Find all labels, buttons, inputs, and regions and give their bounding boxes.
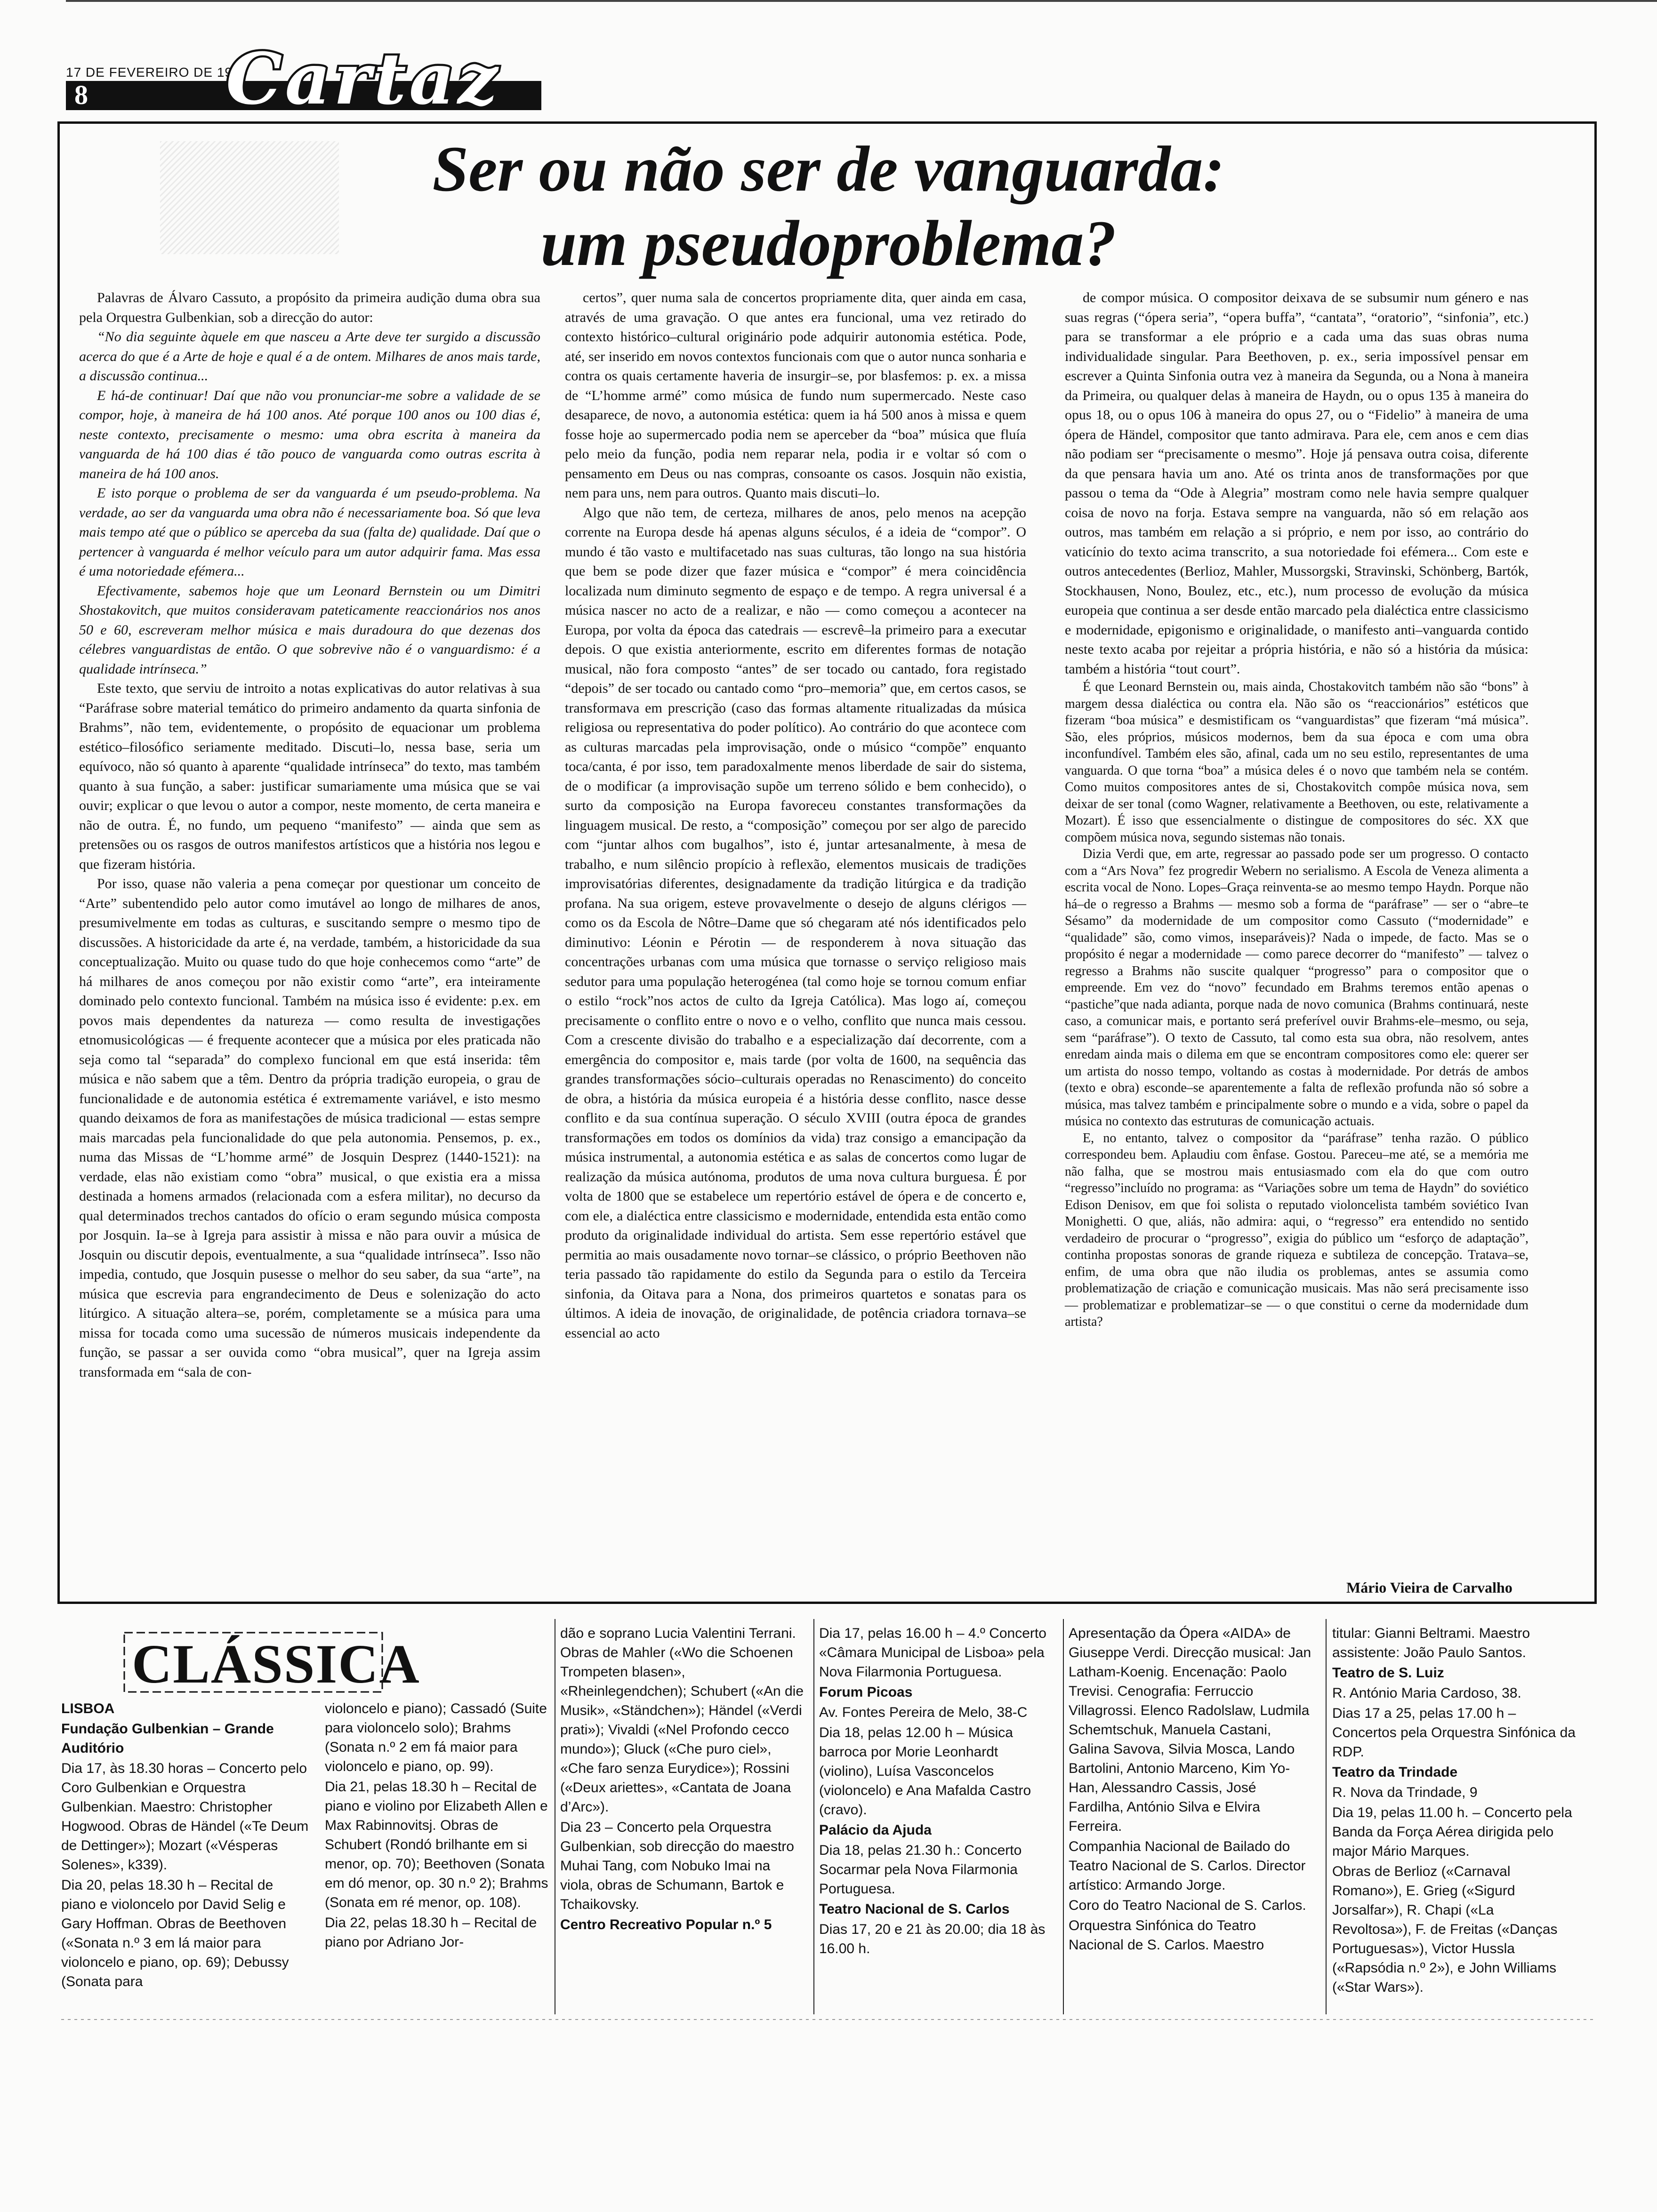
article-paragraph: Efectivamente, sabemos hoje que um Leonard Bernstein ou um Dimitri Shostakovitch, que muitos consideravam pateticamente reaccionários nos anos 50 e 60, escreveram melhor música e mais duradoura do que dezenas dos célebres vanguardistas de então. O que sobrevive não é o vanguardismo: é a qualidade intrínseca.” xyxy=(79,583,540,677)
listing-divider xyxy=(1326,1619,1327,2014)
listing-entry: violoncelo e piano); Cassadó (Suite para violoncelo solo); Brahms (Sonata n.º 2 em fá maior para violoncelo e piano, op. 99). xyxy=(325,1701,547,1774)
listing-entry: R. Nova da Trindade, 9 xyxy=(1332,1785,1478,1800)
headline-line-1: Ser ou não ser de vanguarda: xyxy=(432,133,1225,205)
cartaz-logo xyxy=(221,33,501,122)
listing-column-a xyxy=(61,1699,311,1992)
article-paragraph: Dizia Verdi que, em arte, regressar ao passado pode ser um progresso. O contacto com a “Ars Nova” fez progredir Webern no serialismo. A Escola de Veneza alimenta a escrita vocal de Nono. Lopes–Graça reinventa-se ao mesmo tempo Haydn. Porque não há–de o regresso a Brahms — mesmo sob a forma de “paráfrase” — ser o “abre–te Sésamo” da modernidade de um compositor como Cassuto (“modernidade” e “qualidade” são, como vimos, inseparáveis)? Nada o impede, de facto. Mas se o propósito é negar a modernidade — como parece decorrer do “manifesto” — talvez o regresso a Brahms não suscite qualquer “progresso” para o compositor que o empreende. Em vez do “novo” fecundado em Brahms teremos então apenas o “pastiche”que nada adianta, porque nada de novo comunica (Brahms continuará, neste caso, a comunicar mais, e portanto será preferível ouvir Brahms-ele–mesmo, ou seja, sem “paráfrase”). O texto de Cassuto, tal como esta sua obra, não resolvem, antes enredam ainda mais o dilema em que se encontram compositores como ele: querer ser um artista do nosso tempo, voltando as costas à modernidade. Por detrás de ambos (texto e obra) esconde–se aparentemente a falta de reflexão profunda não só sobre a música, mas talvez também e principalmente sobre o mundo e a vida, sobre o papel da música no contexto das estruturas de comunicação actuais. xyxy=(1065,847,1528,1129)
article-column-2 xyxy=(565,288,1026,1343)
article-paragraph: certos”, quer numa sala de concertos propriamente dita, quer ainda em casa, através de uma gravação. O que antes era funcional, uma vez retirado do contexto histórico–cultural originário pode adquirir autonomia estética. Pode, até, ser inserido em novos contextos funcionais com que o autor nunca sonharia e contra os quais certamente haveria de insurgir–se, por blasfemos: p. ex. a missa de “L’homme armé” como música de fundo num supermercado. Neste caso desaparece, de novo, a autonomia estética: quem ia há 500 anos à missa e quem fosse hoje ao supermercado podia nem se aperceber da “boa” música que fluía pelo meio da função, podia nem reparar nela, podia ir e voltar só com o pensamento em Deus ou nas compras, consoante os casos. Josquin não existia, nem para uns, nem para outros. Quanto mais discuti–lo. xyxy=(565,290,1026,501)
listing-entry: Dia 19, pelas 11.00 h. – Concerto pela Banda da Força Aérea dirigida pelo major Mário Marques. xyxy=(1332,1805,1572,1859)
article-paragraph: E há-de continuar! Daí que não vou pronunciar-me sobre a validade de se compor, hoje, à maneira de há 100 anos. Até porque 100 anos ou 100 dias é, neste contexto, precisamente o mesmo: uma obra escrita à maneira da vanguarda de há 100 dias é tão pouco de vanguarda como outras escrita à maneira de há 100 anos. xyxy=(79,387,540,481)
listing-entry: Dia 18, pelas 12.00 h – Música barroca por Morie Leonhardt (violino), Luísa Vasconcelos (violoncelo) e Ana Mafalda Castro (cravo). xyxy=(819,1725,1031,1818)
listing-entry: titular: Gianni Beltrami. Maestro assistente: João Paulo Santos. xyxy=(1332,1626,1530,1660)
article-paragraph: É que Leonard Bernstein ou, mais ainda, Chostakovitch também não são “bons” à margem dessa dialéctica ou contra ela. Não são os “reaccionários” estéticos que fizeram “boa música” e desmistificam os “vanguardistas” que fizeram “má música”. São, eles próprios, músicos modernos, bem da sua época e com uma obra inconfundível. Também eles são, afinal, cada um no seu estilo, representantes de uma vanguarda. O que torna “boa” a música deles é o novo que também nela se contém. Como muitos compositores antes de si, Chostakovitch compôe música nova, sem deixar de ser tonal (como Wagner, relativamente a Beethoven, ou este, relativamente a Mozart). É isso que essencialmente o distingue de compositores do séc. XX que compõem música nova, segundo sistemas não tonais. xyxy=(1065,680,1528,845)
classica-section-title xyxy=(122,1626,420,1697)
listing-entry: Forum Picoas xyxy=(819,1684,913,1700)
listing-entry: Fundação Gulbenkian – Grande Auditório xyxy=(61,1721,274,1756)
classica-title-text: CLÁSSICA xyxy=(132,1633,420,1695)
listing-column-c xyxy=(560,1624,805,1935)
listing-entry: Dia 18, pelas 21.30 h.: Concerto Socarmar pela Nova Filarmonia Portuguesa. xyxy=(819,1843,1022,1897)
listing-entry: Obras de Berlioz («Carnaval Romano»), E. Grieg («Sigurd Jorsalfar»), R. Chapi («La Revoltosa»), F. de Freitas («Danças Portuguesas»), Victor Hussla («Rapsódia n.º 2»), e John Williams («Star Wars»). xyxy=(1332,1864,1558,1995)
cartaz-logo-text: Cartaz xyxy=(226,38,501,120)
listing-entry: Apresentação da Ópera «AIDA» de Giuseppe Verdi. Direcção musical: Jan Latham-Koenig. Encenação: Paolo Trevisi. Cenografia: Ferruccio Villagrossi. Elenco Radolslaw, Ludmila Schemtschuk, Manuela Castani, Galina Savova, Silvia Mosca, Lando Bartolini, Antonio Marceno, Kim Yo-Han, Alessandro Cassis, José Fardilha, António Silva e Elvira Ferreira. xyxy=(1069,1626,1311,1834)
listing-entry: R. António Maria Cardoso, 38. xyxy=(1332,1685,1521,1701)
listing-divider xyxy=(813,1619,814,2014)
listing-entry: Av. Fontes Pereira de Melo, 38-C xyxy=(819,1705,1028,1720)
listing-entry: Dia 22, pelas 18.30 h – Recital de piano por Adriano Jor- xyxy=(325,1915,537,1950)
article-column-1 xyxy=(79,288,540,1382)
listing-column-e xyxy=(1069,1624,1313,1956)
article-paragraph: Algo que não tem, de certeza, milhares de anos, pelo menos na acepção corrente na Europa desde há apenas alguns séculos, é a ideia de “compor”. O mundo é tão vasto e multifacetado nas suas culturas, tão longo na sua história que bem se pode dizer que fazer música e “compor” é mera coincidência localizada num diminuto segmento de espaço e de tempo. A regra universal é a música nascer no acto de a realizar, e não — como começou a acontecer na Europa, por volta da época das catedrais — escrevê–la primeiro para a executar depois. O que existia anteriormente, escrito em diferentes formas de notação musical, não fora composto “antes” de ser tocado ou cantado, fora registado “depois” de ser tocado ou cantado como “pro–memoria” que, em certos casos, se transformava em prescrição (caso das formas altamente ritualizadas da música religiosa ou representativa do poder político). Ao contrário do que acontece com as culturas marcadas pela improvisação, onde o músico “compõe” enquanto toca/canta, é por isso, tem paradoxalmente menos liberdade de sair do sistema, de o modificar (a improvisação supõe um terreno sólido e bem conhecido), o surto da composição na Europa favoreceu constantes transformações da linguagem musical. De resto, a “composição” começou por ser algo de parecido com “juntar alhos com bugalhos”, isto é, juntar artesanalmente, à mesa de trabalho, e num silêncio propício à reflexão, elementos musicais de tradições improvisatórias diferentes, designadamente da tradição litúrgica e da tradição profana. Na sua origem, esteve provavelmente o desejo de alguns clérigos — como os da Escola de Nôtre–Dame que só chegaram até nós identificados pelo diminutivo: Léonin e Pérotin — de responderem à nova situação das concentrações urbanas com uma música que tornasse o serviço religioso mais sedutor para uma população heterogénea (tal como hoje se tornou comum enfiar o estilo “rock”nos actos de culto da Igreja Católica). Mas logo aí, começou precisamente o conflito entre o novo e o velho, conflito que nunca mais cessou. Com a crescente divisão do trabalho e a especialização daí decorrente, com a emergência do compositor e, mais tarde (por volta de 1600, na sequência das grandes transformações sócio–culturais operadas no Renascimento) do conceito de obra, a história da música europeia é a história desse conflito, nasce desse conflito e da sua contínua superação. O século XVIII (outra época de grandes transformações em todos os domínios da vida) traz consigo a emancipação da música instrumental, a autonomia estética e as salas de concertos como lugar de realização da música autónoma, produtos de uma nova cultura burguesa. É por volta de 1800 que se estabelece um repertório estável de ópera e de concerto e, com ele, a dialéctica entre classicismo e modernidade, entendida esta então como produto da originalidade individual do artista. Sem esse repertório estável que permitia ao mais ousadamente novo tornar–se clássico, o próprio Beethoven não teria passado tão rapidamente do estilo da Segunda para o estilo da Terceira sinfonia, da Oitava para a Nona, dos primeiros quartetos e sonatas para os últimos. A ideia de inovação, de originalidade, de potência criadora tornava–se essencial ao acto xyxy=(565,505,1026,1341)
listing-entry: Dia 17, às 18.30 horas – Concerto pelo Coro Gulbenkian e Orquestra Gulbenkian. Maestro: Christopher Hogwood. Obras de Händel («Te Deum de Dettinger»); Mozart («Vésperas Solenes», k339). xyxy=(61,1761,309,1873)
article-paragraph: “No dia seguinte àquele em que nasceu a Arte deve ter surgido a discussão acerca do que é a Arte de hoje e qual é a de ontem. Milhares de anos mais tarde, a discussão continua... xyxy=(79,329,540,384)
listing-entry: Centro Recreativo Popular n.º 5 xyxy=(560,1917,772,1932)
article-column-3-top xyxy=(1065,288,1528,679)
article-paragraph: de compor música. O compositor deixava de se subsumir num género e nas suas regras (“ópera seria”, “opera buffa”, “cantata”, “oratorio”, “sinfonia”, etc.) para se transformar a ele próprio e a cada uma das suas obras numa individualidade singular. Para Beethoven, p. ex., seria impossível pensar em escrever a Quinta Sinfonia outra vez à maneira da Segunda, ou a Nona à maneira da Primeira, ou qualquer delas à maneira de Haydn, ou o opus 135 à maneira do opus 18, ou o opus 106 à maneira do opus 27, ou o “Fidelio” à maneira de uma ópera de Händel, compositor que tanto admirava. Para ele, cem anos e cem dias não podiam ser “precisamente o mesmo”. Hoje já pensava outra coisa, diferente da que pensara havia um ano. Até os trinta anos de transformações por que passou o tema da “Ode à Alegria” mostram como nele havia sempre qualquer coisa de novo na forja. Estava sempre na vanguarda, não só em relação aos outros, mas também em relação a si próprio, e nem por isso, ao contrário do vaticínio do texto acima transcrito, a sua notoriedade foi efémera... Com este e outros antecedentes (Berlioz, Mahler, Mussorgski, Stravinski, Schönberg, Bartók, Stockhausen, Nono, Boulez, etc., etc.), num processo de evolução da música europeia que continua a ser desde então marcado pela dialéctica entre classicismo e modernidade, epigonismo e originalidade, o manifesto anti–vanguarda contido neste texto acaba por rejeitar a própria história, e não só a história da música: também a história “tout court”. xyxy=(1065,290,1528,677)
article-paragraph: Este texto, que serviu de introito a notas explicativas do autor relativas à sua “Paráfrase sobre material temático do primeiro andamento da quarta sinfonia de Brahms”, não tem, evidentemente, o propósito de equacionar um problema estético–filosófico seriamente meditado. Discuti–lo, nessa base, seria um equívoco, não só quanto à aparente “qualidade intrínseca” do texto, mas também quanto à sua função, a saber: justificar sumariamente uma música que se vai ouvir; explicar o que levou o autor a compor, neste momento, de certa maneira e não de outra. É, no fundo, um pequeno “manifesto” — ainda que sem as pretensões ou os rasgos de outros manifestos artísticos que a história nos legou e que fizeram história. xyxy=(79,681,540,872)
listing-column-b xyxy=(325,1699,551,1953)
listing-entry: Dia 17, pelas 16.00 h – 4.º Concerto «Câmara Municipal de Lisboa» pela Nova Filarmonia Portuguesa. xyxy=(819,1626,1046,1680)
listing-entry: Teatro de S. Luiz xyxy=(1332,1665,1444,1681)
article-paragraph: E isto porque o problema de ser da vanguarda é um pseudo-problema. Na verdade, ao ser da vanguarda uma obra não é necessariamente boa. Só que leva mais tempo até que o público se aperceba da sua (falta de) qualidade. Daí que o pertencer à vanguarda é melhor veículo para um autor adquirir fama. Mas essa é uma notoriedade efémera... xyxy=(79,485,540,579)
listing-entry: Dia 20, pelas 18.30 h – Recital de piano e violoncelo por David Selig e Gary Hoffman. Obras de Beethoven («Sonata n.º 3 em lá maior para violoncelo e piano, op. 69); Debussy (Sonata para xyxy=(61,1877,289,1989)
listing-entry: Dias 17, 20 e 21 às 20.00; dia 18 às 16.00 h. xyxy=(819,1922,1046,1956)
listing-entry: Orquestra Sinfónica do Teatro Nacional de S. Carlos. Maestro xyxy=(1069,1918,1264,1953)
article-headline xyxy=(0,132,1657,281)
header-rule xyxy=(66,0,1657,2)
article-paragraph: E, no entanto, talvez o compositor da “paráfrase” tenha razão. O público correspondeu bem. Aplaudiu com ênfase. Gostou. Pareceu–me até, se a memória me não falha, que se mostrou mais entusiasmado com ela do que com outro “regresso”incluído no programa: as “Variações sobre um tema de Haydn” do soviético Edison Denisov, em que foi solista o reputado violoncelista também soviético Ivan Monighetti. O que, aliás, não admira: aqui, o “regresso” era entendido no sentido verdadeiro de procurar o “progresso”, exigia do público um “esforço de adaptação”, continha propostas sonoras de grande riqueza e subtileza de concepção. Tratava–se, enfim, de uma obra que não iludia os problemas, antes se assumia como problematização de criação e comunicação musicais. Mas não será precisamente isso — problematizar e problematizar–se — o que constitui o cerne da modernidade dum artista? xyxy=(1065,1130,1528,1329)
listing-entry: Companhia Nacional de Bailado do Teatro Nacional de S. Carlos. Director artístico: Armando Jorge. xyxy=(1069,1839,1306,1893)
article-column-3-bottom xyxy=(1065,679,1528,1330)
listing-entry: Teatro da Trindade xyxy=(1332,1764,1458,1780)
bottom-rule xyxy=(61,2019,1596,2020)
page-number: 8 xyxy=(74,80,88,110)
listing-entry: Teatro Nacional de S. Carlos xyxy=(819,1901,1010,1917)
listing-divider xyxy=(1063,1619,1064,2014)
listing-entry: Dia 21, pelas 18.30 h – Recital de piano e violino por Elizabeth Allen e Max Rabinnovitsj. Obras de Schubert (Rondó brilhante em si menor, op. 70); Beethoven (Sonata em dó menor, op. 30 n.º 2); Brahms (Sonata em ré menor, op. 108). xyxy=(325,1779,548,1910)
article-column-3 xyxy=(1065,288,1528,1330)
listing-entry: Dias 17 a 25, pelas 17.00 h – Concertos pela Orquestra Sinfónica da RDP. xyxy=(1332,1706,1576,1760)
listing-entry: LISBOA xyxy=(61,1701,115,1716)
listing-column-d xyxy=(819,1624,1054,1959)
listing-entry: dão e soprano Lucia Valentini Terrani. Obras de Mahler («Wo die Schoenen Trompeten blasen», «Rheinlegendchen); Schubert («An die Musik», «Ständchen»); Händel («Verdi prati»); Vivaldi («Nel Profondo cecco mundo»); Gluck («Che puro ciel», «Che faro senza Eurydice»); Rossini («Deux ariettes», «Cantata de Joana d’Arc»). xyxy=(560,1626,804,1815)
listing-entry: Palácio da Ajuda xyxy=(819,1822,932,1838)
issue-date: 17 DE FEVEREIRO DE 1989 xyxy=(66,65,249,80)
listing-entry: Coro do Teatro Nacional de S. Carlos. xyxy=(1069,1898,1306,1913)
listing-column-f xyxy=(1332,1624,1577,1998)
article-paragraph: Por isso, quase não valeria a pena começar por questionar um conceito de “Arte” subentendido pelo autor como imutável ao longo de milhares de anos, presumivelmente em todas as culturas, e suscitando sempre o mesmo tipo de discussões. A historicidade da arte é, na verdade, também, a historicidade da sua conceptualização. Muito ou quase tudo do que hoje conhecemos como “arte” de há milhares de anos começou por não existir como “arte”, era inteiramente dominado pelo contexto funcional. Também na música isso é evidente: p.ex. em povos mais dependentes da natureza — como resulta de investigações etnomusicológicas — é frequente acontecer que a música por eles praticada não seja como tal “separada” do complexo funcional em que está inserida: têm música e não sabem que a têm. Dentro da própria tradição europeia, o grau de funcionalidade e de autonomia estética é extremamente variável, e isto mesmo quando deixamos de fora as manifestações de música tradicional — estas sempre mais marcadas pela funcionalidade do que pela autonomia. Pensemos, p. ex., numa das Missas de “L’homme armé” de Josquin Desprez (1440-1521): na verdade, elas não existiam como “obra” musical, o que existia era a missa destinada a homens armados (relacionada com a esfera militar), no decurso da qual determinados trechos cantados do ofício o eram segundo música composta por Josquin. Ia–se à Igreja para assistir à missa e não para ouvir a música de Josquin ou discutir depois, eventualmente, a sua “qualidade intrínseca”. Isso não impedia, contudo, que Josquin pusesse o melhor do seu saber, da sua “arte”, na música que escrevia para engrandecimento de Deus e solenização do acto litúrgico. A situação altera–se, porém, completamente se a música para uma missa for tocada como uma sucessão de números musicais independente da função, se passar a ser ouvida como “obra musical”, quer na Igreja assim transformada em “sala de con- xyxy=(79,876,540,1380)
article-author: Mário Vieira de Carvalho xyxy=(1346,1579,1512,1596)
listing-entry: Dia 23 – Concerto pela Orquestra Gulbenkian, sob direcção do maestro Muhai Tang, com Nobuko Imai na viola, obras de Schumann, Bartok e Tchaikovsky. xyxy=(560,1819,794,1912)
article-paragraph: Palavras de Álvaro Cassuto, a propósito da primeira audição duma obra sua pela Orquestra Gulbenkian, sob a direcção do autor: xyxy=(79,290,540,325)
headline-line-2: um pseudoproblema? xyxy=(540,207,1117,279)
